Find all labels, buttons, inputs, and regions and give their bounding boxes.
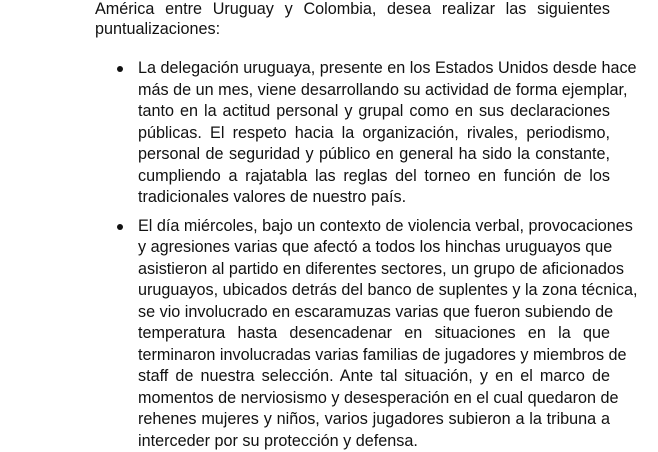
bullet-2-dot [117,224,123,230]
bullet-2-line-7: terminaron involucradas varias familias de jugadores y miembros de [138,346,627,364]
bullet-2-line-8: staff de nuestra selección. Ante tal situación, y en el marco de [138,367,610,385]
bullet-1-line-4: públicas. El respeto hacia la organización, rivales, periodismo, [138,124,610,142]
bullet-1-line-6: cumpliendo a rajatabla las reglas del torneo en función de los [138,167,610,185]
bullet-1-line-2: más de un mes, viene desarrollando su actividad de forma ejemplar, [138,81,628,99]
intro-line-1: América entre Uruguay y Colombia, desea realizar las siguientes [95,0,610,18]
bullet-1-dot [117,66,123,72]
bullet-2-line-9: momentos de nerviosismo y desesperación en el cual quedaron de [138,389,619,407]
bullet-2-line-2: y agresiones varias que afectó a todos los hinchas uruguayos que [138,238,613,256]
intro-line-2: puntualizaciones: [95,20,221,38]
bullet-1-line-7: tradicionales valores de nuestro país. [138,188,407,206]
bullet-2-line-3: asistieron al partido en diferentes sectores, un grupo de aficionados [138,260,624,278]
bullet-1-line-3: tanto en la actitud personal y grupal como en sus declaraciones [138,102,610,120]
bullet-2-line-1: El día miércoles, bajo un contexto de violencia verbal, provocaciones [138,217,633,235]
bullet-2-line-10: rehenes mujeres y niños, varios jugadores subieron a la tribuna a [138,410,610,428]
bullet-2-line-6: temperatura hasta desencadenar en situaciones en la que [138,324,610,342]
bullet-1-line-1: La delegación uruguaya, presente en los Estados Unidos desde hace [138,59,637,77]
bullet-2-line-4: uruguayos, ubicados detrás del banco de suplentes y la zona técnica, [138,281,638,299]
bullet-2-line-5: se vio involucrado en escaramuzas varias que fueron subiendo de [138,303,614,321]
bullet-2-line-11: interceder por su protección y defensa. [138,432,418,450]
bullet-1-line-5: personal de seguridad y público en general ha sido la constante, [138,145,610,163]
